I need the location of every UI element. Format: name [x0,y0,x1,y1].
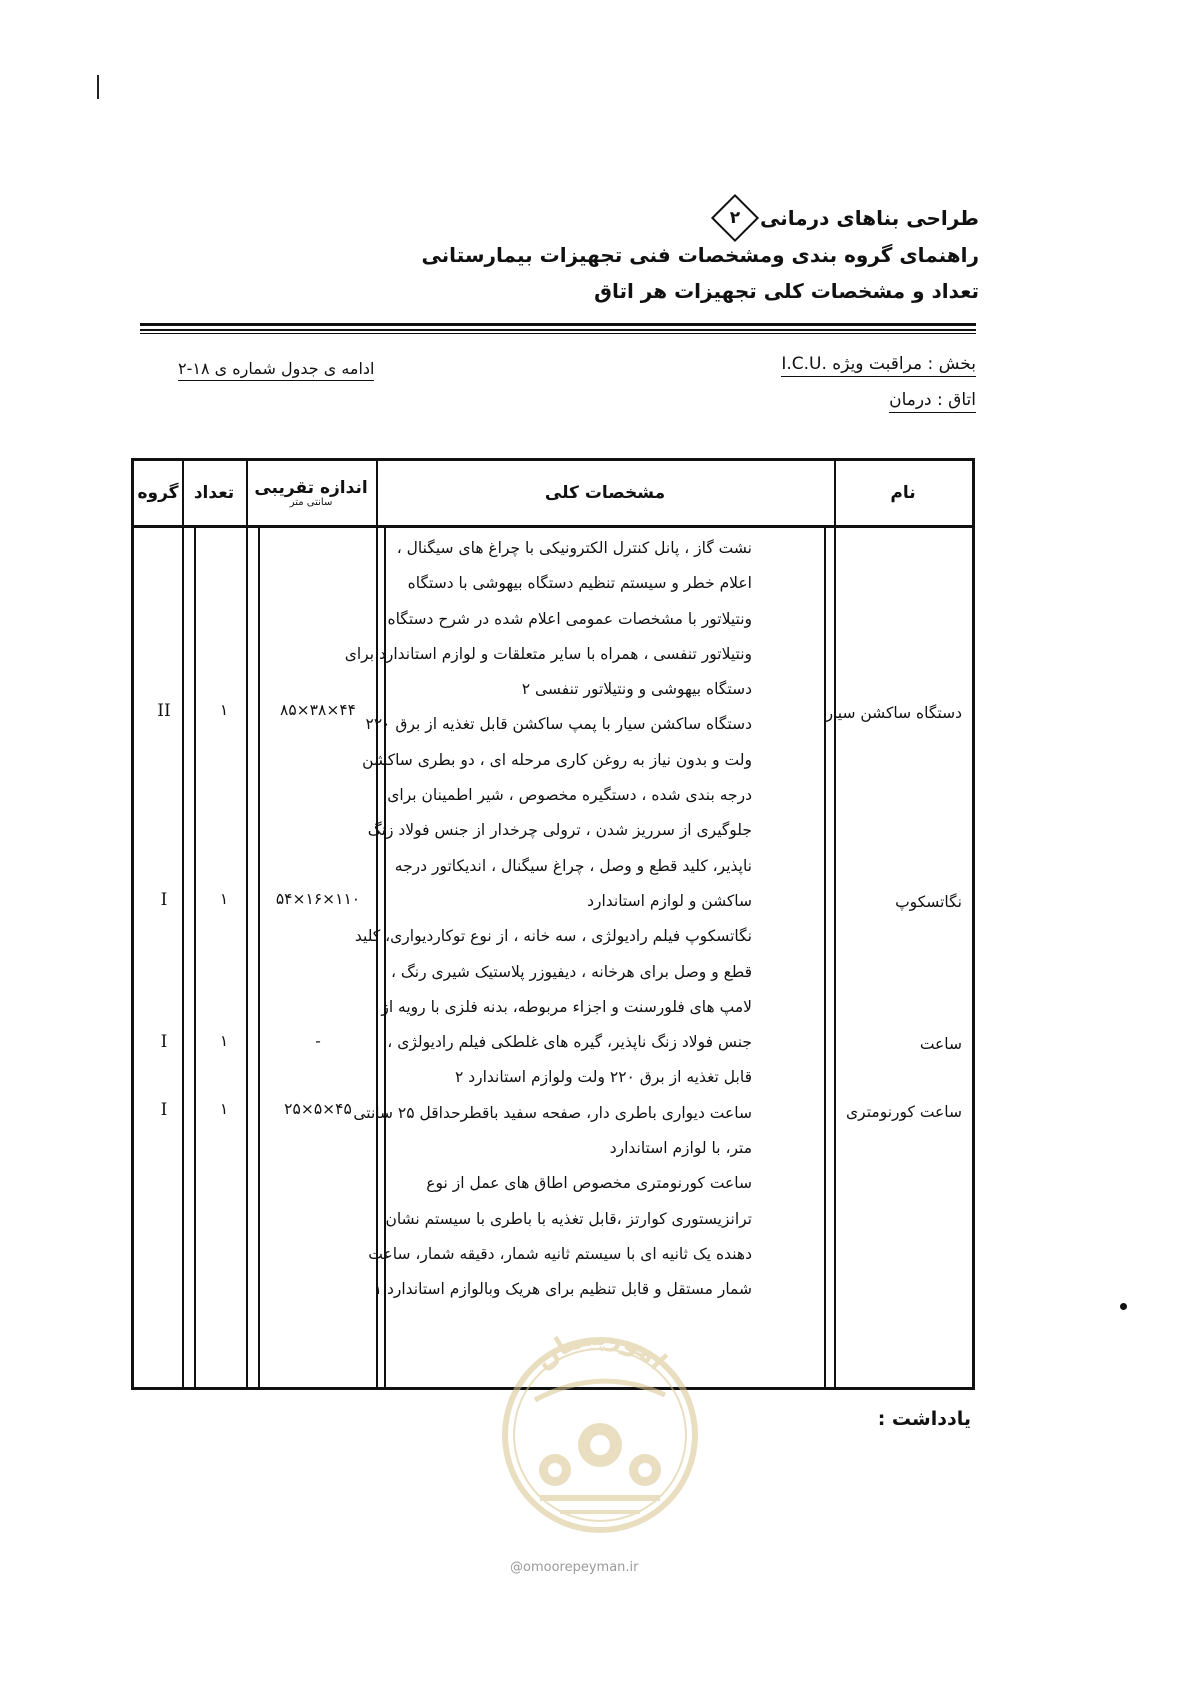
header-count: تعداد [193,483,235,503]
header-rule-thin-2 [140,333,976,334]
spec-line: ساعت دیواری باطری دار، صفحه سفید باقطرحداقل ۲۵ سانتی [353,1103,752,1122]
spec-line: متر، با لوازم استاندارد [609,1139,752,1158]
item-count: ۱ [219,1100,229,1118]
spec-line: جلوگیری از سرریز شدن ، ترولی چرخدار از جنس فولاد زنگ [367,821,752,840]
spec-line: شمار مستقل و قابل تنظیم برای هریک وبالوازم استاندارد ۱ [373,1280,752,1299]
spec-line: ونتیلاتور تنفسی ، همراه با سایر متعلقات و لوازم استاندارد برای [344,644,752,663]
spec-line: نگاتسکوپ فیلم رادیولژی ، سه خانه ، از نوع توکاردیواری، کلید [354,927,752,946]
header-line-3: تعداد و مشخصات کلی تجهیزات هر اتاق [594,278,979,303]
margin-mark [97,75,99,99]
col-divider-inner [258,525,260,1387]
item-group: II [157,701,171,721]
item-name: ساعت [919,1035,962,1053]
item-size: ۴۵×۵×۲۵ [284,1100,352,1118]
spec-line: دستگاه بیهوشی و ونتیلاتور تنفسی ۲ [521,680,752,699]
item-size: ۴۴×۳۸×۸۵ [280,701,356,719]
col-divider [246,461,248,1387]
stray-dot [1120,1303,1127,1310]
spec-line: اعلام خطر و سیستم تنظیم دستگاه بیهوشی با دستگاه [407,574,752,593]
table-continuation-note: ادامه ی جدول شماره ی ۱۸-۲ [178,359,374,378]
section-label: بخش : مراقبت ویژه .I.C.U [781,354,976,374]
header-size-unit: سانتی متر [289,497,333,508]
header-name: نام [890,483,916,503]
spec-line: قابل تغذیه از برق ۲۲۰ ولت ولوازم استاندارد ۲ [454,1068,752,1087]
spec-line: ساکشن و لوازم استاندارد [587,891,752,910]
header-line-2: راهنمای گروه بندی ومشخصات فنی تجهیزات بیمارستانی [421,242,979,267]
item-count: ۱ [219,701,229,719]
chapter-number: ۲ [729,207,741,228]
header-size-label: اندازه تقریبی [254,478,368,498]
spec-line: دستگاه ساکشن سیار با پمپ ساکشن قابل تغذیه از برق ۲۲۰ [365,715,752,734]
item-name: ساعت کورنومتری [846,1103,962,1121]
header-title: طراحی بناهای درمانی [759,206,979,230]
notes-label: یادداشت : [877,1408,971,1430]
spec-line: جنس فولاد زنگ ناپذیر، گیره های غلطکی فیلم رادیولژی ، [387,1033,752,1052]
watermark-stamp-logo [490,1305,710,1565]
spec-line: ونتیلاتور با مشخصات عمومی اعلام شده در شرح دستگاه [387,609,752,628]
col-divider-inner [824,525,826,1387]
watermark-url: @omoorepeyman.ir [510,1560,639,1575]
header-line-1 [419,200,979,237]
stamp-brand-text: امورپیمان [528,1321,673,1377]
item-name: دستگاه ساکشن سیار [825,704,962,722]
spec-line: لامپ های فلورسنت و اجزاء مربوطه، بدنه فلزی با رویه از [381,997,752,1016]
spec-line: ترانزیستوری کوارتز ،قابل تغذیه با باطری با سیستم نشان [385,1209,752,1228]
svg-text:امورپیمان [529,1322,672,1376]
spec-line: ساعت کورنومتری مخصوص اطاق های عمل از نوع [426,1174,752,1193]
item-count: ۱ [219,1032,229,1050]
equipment-table [131,458,975,1390]
item-count: ۱ [219,890,229,908]
col-divider [834,461,836,1387]
item-group: I [160,1100,168,1120]
col-divider [182,461,184,1387]
specs-column [334,531,752,1308]
spec-line: نشت گاز ، پانل کنترل الکترونیکی با چراغ های سیگنال ، [396,539,752,557]
spec-line: دهنده یک ثانیه ای با سیستم ثانیه شمار، دقیقه شمار، ساعت [368,1244,752,1263]
spec-line: قطع و وصل برای هرخانه ، دیفیوزر پلاستیک شیری رنگ ، [391,962,752,981]
chapter-number-diamond [711,193,759,241]
spec-line: ناپذیر، کلید قطع و وصل ، چراغ سیگنال ، اندیکاتور درجه [394,856,752,875]
spec-line: درجه بندی شده ، دستگیره مخصوص ، شیر اطمینان برای [387,786,752,805]
room-label: اتاق : درمان [889,390,976,410]
header-group: گروه [137,483,179,503]
item-group: I [160,1032,168,1052]
header-rule-thick [140,323,976,326]
item-size: ۱۱۰×۱۶×۵۴ [275,890,361,908]
item-group: I [160,890,168,910]
header-rule-thin-1 [140,329,976,331]
header-specs: مشخصات کلی [544,483,666,503]
document-header [419,200,979,309]
header-row-divider [134,525,972,528]
item-size: - [315,1032,321,1050]
header-size [246,461,376,525]
col-divider-inner [194,525,196,1387]
item-name: نگاتسکوپ [895,893,962,911]
spec-line: ولت و بدون نیاز به روغن کاری مرحله ای ، دو بطری ساکشن [362,750,752,769]
